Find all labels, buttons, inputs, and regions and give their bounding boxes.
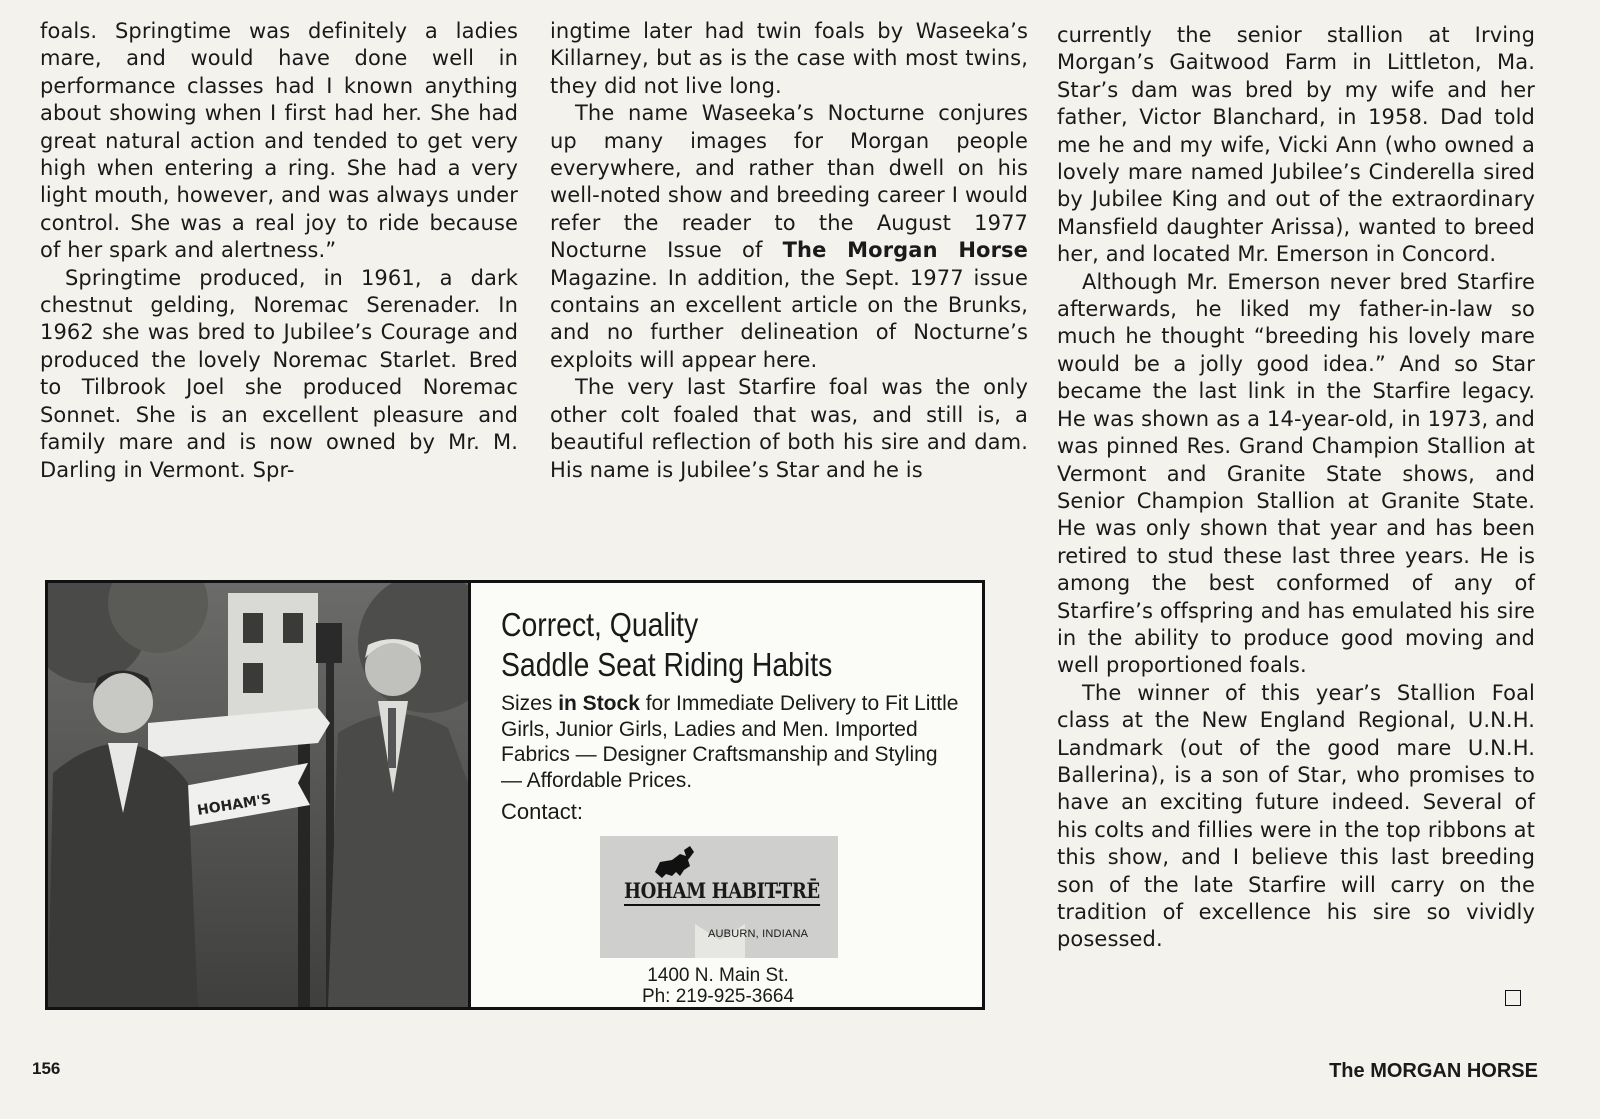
- contact-label: Contact:: [501, 799, 583, 824]
- end-mark-icon: [1505, 990, 1521, 1006]
- paragraph-text: Magazine. In addition, the Sept. 1977 issue contains an excellent article on the Brunks, and no further delineation of Nocturne’s exploits will appear here.: [550, 265, 1028, 372]
- ad-photo: [48, 583, 471, 1007]
- ad-copy: [501, 605, 961, 825]
- ad-heading-line-1: Correct, Quality: [501, 606, 699, 643]
- paragraph: ingtime later had twin foals by Waseeka’s Killarney, but as is the case with most twins, they did not live long.: [550, 19, 1028, 98]
- paragraph: Although Mr. Emerson never bred Starfire afterwards, he liked my father-in-law so much he thought “breeding his lovely mare would be a jolly good idea.” And so Star became the last link in the Starfire legacy. He was shown as a 14-year-old, in 1973, and was pinned Res. Grand Champion Stallion at Vermont and Granite State shows, and Senior Champion Stallion at Granite State. He was only shown that year and has been retired to stud these last three years. He is among the best conformed of any of Starfire’s offspring and has emulated his sire in the ability to produce good moving and well proportioned foals.: [1057, 269, 1535, 678]
- text-column-2: [550, 18, 1028, 484]
- paragraph: foals. Springtime was definitely a ladies mare, and would have done well in performance classes had I known anything about showing when I first had her. She had great natural action and tended to get very high when entering a ring. She had a very light mouth, however, and was always under control. She was a real joy to ride because of her spark and alertness.”: [40, 19, 518, 263]
- paragraph: The very last Starfire foal was the only other colt foaled that was, and still is, a beautiful reflection of both his sire and dam. His name is Jubilee’s Star and he is: [550, 375, 1028, 482]
- ad-body-text: Sizes: [501, 692, 559, 715]
- ad-address: [568, 965, 868, 1007]
- paragraph-text: The name Waseeka’s Nocturne conjures up many images for Morgan people everywhere, and rather than dwell on his well-noted show and breeding career I would refer the reader to the August 1977 Nocturne Issue of: [550, 101, 1028, 263]
- photo-sign-text: HOHAM'S: [196, 791, 273, 819]
- ad-body: [501, 691, 961, 793]
- hoham-logo: [600, 836, 838, 958]
- page-number: 156: [32, 1059, 61, 1078]
- paragraph: The winner of this year’s Stallion Foal class at the New England Regional, U.N.H. Landmark (out of the good mare U.N.H. Ballerina), is a son of Star, who promises to have an exciting future indeed. Several of his colts and fillies were in the top ribbons at this show, and I believe this last breeding son of the late Starfire will carry on the tradition of excellence his sire so vividly posessed.: [1057, 680, 1535, 952]
- text-column-1: [40, 18, 518, 484]
- paragraph: Springtime produced, in 1961, a dark chestnut gelding, Noremac Serenader. In 1962 she was bred to Jubilee’s Courage and produced the lovely Noremac Starlet. Bred to Tilbrook Joel she produced Noremac Sonnet. She is an excellent pleasure and family mare and is now owned by Mr. M. Darling in Vermont. Spr-: [40, 265, 518, 482]
- advertisement: [45, 580, 985, 1010]
- phone-number: Ph: 219-925-3664: [641, 986, 795, 1007]
- paragraph: currently the senior stallion at Irving Morgan’s Gaitwood Farm in Littleton, Ma. Star’s dam was bred by my wife and her father, Victor Blanchard, in 1958. Dad told me he and my wife, Vicki Ann (who owned a lovely mare named Jubilee’s Cinderella sired by Jubilee King and out of the extraordinary Mansfield daughter Arissa), wanted to breed her, and located Mr. Emerson in Concord.: [1057, 23, 1535, 267]
- street-address: 1400 N. Main St.: [647, 965, 789, 986]
- ad-heading-line-2: Saddle Seat Riding Habits: [501, 646, 833, 683]
- logo-brand-name: HOHAM HABIT-TRĒ: [624, 878, 820, 906]
- magazine-title: The Morgan Horse: [782, 238, 1028, 263]
- text-column-3: [1057, 22, 1535, 954]
- ad-body-emphasis: in Stock: [558, 692, 640, 715]
- photo-couple-with-sign: [48, 583, 468, 1007]
- logo-location: AUBURN, INDIANA: [708, 928, 809, 940]
- running-footer: The MORGAN HORSE: [1329, 1060, 1538, 1082]
- paragraph: [550, 100, 1028, 374]
- ad-body-text: for Immediate Delivery to Fit Little Girls, Junior Girls, Ladies and Men. Imported Fabrics — Designer Craftsmanship and Styling — Affordable Prices.: [501, 692, 959, 792]
